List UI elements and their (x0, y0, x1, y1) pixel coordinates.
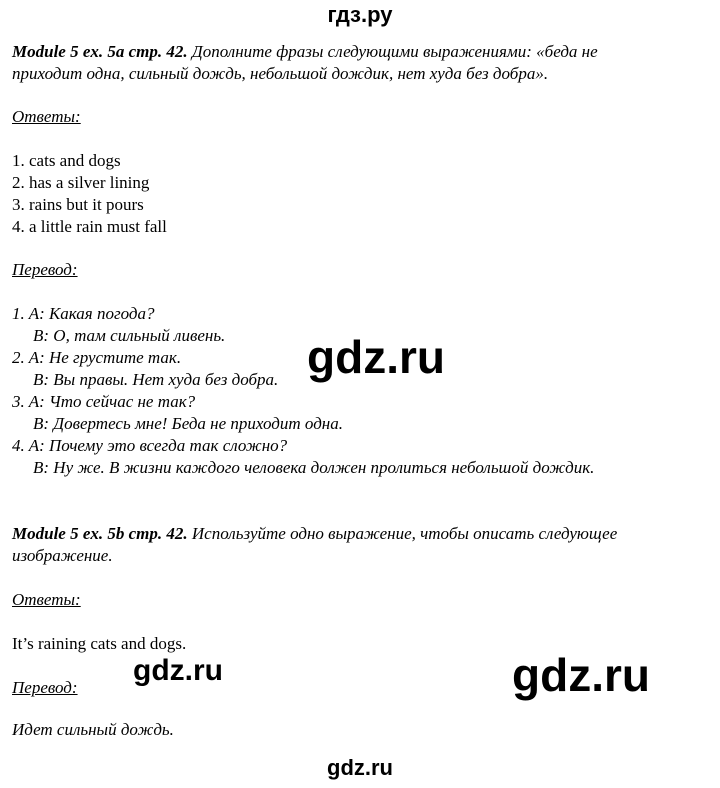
dialogue-line-a: 3. A: Что сейчас не так? (12, 392, 196, 411)
site-header: гдз.ру (327, 2, 393, 27)
watermark: gdz.ru (133, 654, 223, 687)
dialogue-line-b: B: Довертесь мне! Беда не приходит одна. (33, 414, 343, 433)
dialogue-line-a: 2. A: Не грустите так. (12, 348, 182, 367)
exercise-5b-answer: It’s raining cats and dogs. (12, 634, 187, 653)
exercise-5b-translation: Идет сильный дождь. (12, 720, 174, 739)
exercise-5a-answers-list (12, 150, 712, 238)
exercise-5a-instruction-text-2: приходит одна, сильный дождь, небольшой дождик, нет худа без добра». (12, 64, 549, 83)
exercise-5a-answers-label: Ответы: (12, 107, 81, 126)
exercise-5b-instruction-text-2: изображение. (12, 546, 113, 565)
dialogue-line-b: B: О, там сильный ливень. (33, 326, 226, 345)
site-footer: gdz.ru (327, 755, 393, 780)
watermark: gdz.ru (512, 649, 650, 701)
exercise-5b-answers-label: Ответы: (12, 590, 81, 609)
exercise-5a-translation-label: Перевод: (12, 260, 78, 279)
answer-item: 2. has a silver lining (12, 173, 150, 192)
watermark: gdz.ru (307, 331, 445, 383)
answer-item: 1. cats and dogs (12, 151, 121, 170)
answer-item: 4. a little rain must fall (12, 217, 167, 236)
exercise-5a-instruction-text: Дополните фразы следующими выражениями: «беда не (191, 42, 598, 61)
dialogue-line-b: B: Ну же. В жизни каждого человека должен пролиться небольшой дождик. (33, 458, 595, 477)
exercise-5b-translation-label: Перевод: (12, 678, 78, 697)
dialogue-line-b: B: Вы правы. Нет худа без добра. (33, 370, 279, 389)
exercise-5a-ref: Module 5 ex. 5a стр. 42. (12, 42, 188, 61)
exercise-5b-ref: Module 5 ex. 5b стр. 42. (12, 524, 188, 543)
answer-item: 3. rains but it pours (12, 195, 144, 214)
exercise-5b-instruction-text: Используйте одно выражение, чтобы описать следующее (191, 524, 618, 543)
exercise-5a-instruction (12, 41, 712, 85)
dialogue-line-a: 1. A: Какая погода? (12, 304, 155, 323)
dialogue-line-a: 4. A: Почему это всегда так сложно? (12, 436, 288, 455)
exercise-5b-instruction (12, 523, 712, 567)
